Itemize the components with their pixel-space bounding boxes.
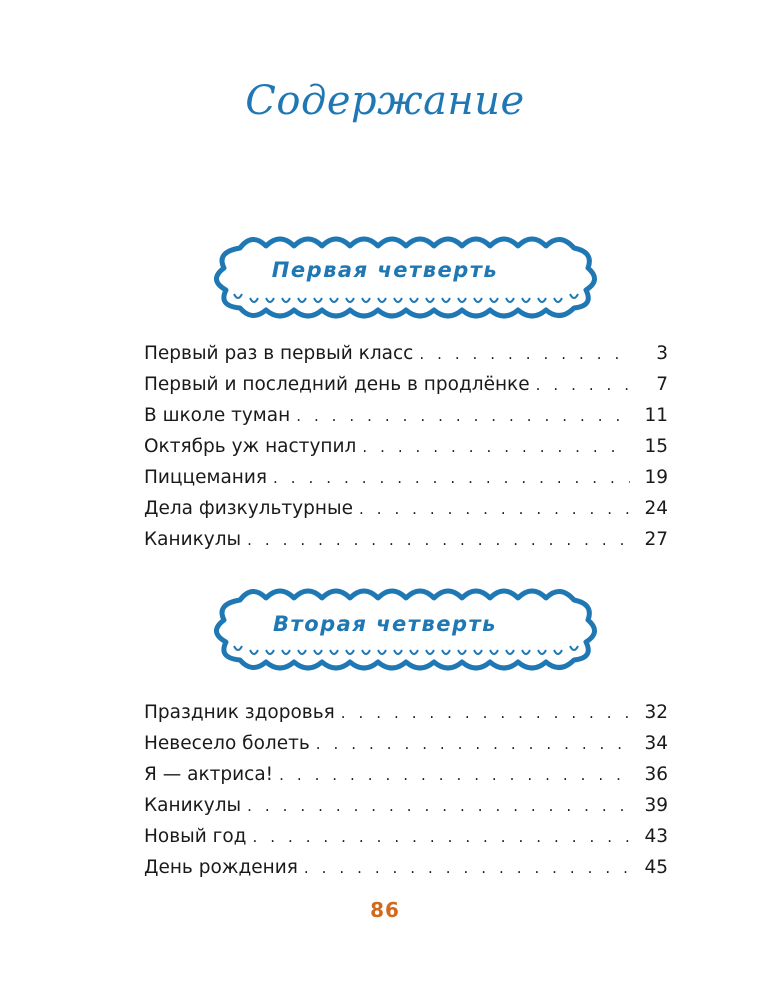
toc-entry-title: Первый и последний день в продлёнке bbox=[144, 374, 530, 395]
toc-entry[interactable] bbox=[144, 462, 668, 493]
toc-entry[interactable] bbox=[144, 338, 668, 369]
section-heading: Вторая четверть bbox=[273, 612, 497, 636]
page-number: 86 bbox=[370, 898, 400, 922]
toc-list bbox=[144, 697, 668, 883]
toc-entry-title: Октябрь уж наступил bbox=[144, 436, 357, 457]
toc-entry[interactable] bbox=[144, 821, 668, 852]
toc-entry-title: Я — актриса! bbox=[144, 764, 274, 785]
section-heading-cloud bbox=[0, 580, 770, 680]
toc-entry-title: Праздник здоровья bbox=[144, 702, 335, 723]
toc-entry[interactable] bbox=[144, 524, 668, 555]
toc-entry[interactable] bbox=[144, 431, 668, 462]
toc-entry-page: 11 bbox=[644, 405, 668, 426]
toc-entry-page: 34 bbox=[644, 733, 668, 754]
toc-entry-page: 45 bbox=[644, 857, 668, 878]
leader-dots bbox=[279, 760, 630, 791]
toc-entry-page: 19 bbox=[644, 467, 668, 488]
leader-dots bbox=[419, 339, 630, 370]
leader-dots bbox=[362, 432, 630, 463]
section-heading: Первая четверть bbox=[271, 258, 499, 282]
leader-dots bbox=[341, 698, 630, 729]
toc-entry-title: Пиццемания bbox=[144, 467, 268, 488]
toc-entry-page: 32 bbox=[644, 702, 668, 723]
page-title: Содержание bbox=[245, 78, 525, 124]
toc-entry-title: Первый раз в первый класс bbox=[144, 343, 414, 364]
toc-entry[interactable] bbox=[144, 697, 668, 728]
toc-entry-title: Новый год bbox=[144, 826, 247, 847]
toc-entry-title: Дела физкультурные bbox=[144, 498, 353, 519]
leader-dots bbox=[316, 729, 630, 760]
leader-dots bbox=[247, 525, 630, 556]
leader-dots bbox=[247, 791, 630, 822]
toc-entry-title: В школе туман bbox=[144, 405, 291, 426]
toc-entry-page: 39 bbox=[644, 795, 668, 816]
toc-entry[interactable] bbox=[144, 400, 668, 431]
leader-dots bbox=[252, 822, 630, 853]
toc-entry[interactable] bbox=[144, 852, 668, 883]
toc-entry-page: 36 bbox=[644, 764, 668, 785]
toc-entry-page: 43 bbox=[644, 826, 668, 847]
toc-entry[interactable] bbox=[144, 493, 668, 524]
section-heading-cloud bbox=[0, 228, 770, 328]
toc-entry[interactable] bbox=[144, 369, 668, 400]
toc-entry-page: 15 bbox=[644, 436, 668, 457]
toc-entry[interactable] bbox=[144, 728, 668, 759]
leader-dots bbox=[273, 463, 630, 494]
toc-entry-title: Каникулы bbox=[144, 529, 242, 550]
leader-dots bbox=[304, 853, 630, 884]
leader-dots bbox=[359, 494, 630, 525]
toc-entry[interactable] bbox=[144, 790, 668, 821]
leader-dots bbox=[296, 401, 630, 432]
toc-entry-page: 3 bbox=[656, 343, 668, 364]
toc-entry-page: 7 bbox=[656, 374, 668, 395]
toc-entry[interactable] bbox=[144, 759, 668, 790]
toc-entry-page: 27 bbox=[644, 529, 668, 550]
leader-dots bbox=[536, 370, 630, 401]
toc-list bbox=[144, 338, 668, 555]
toc-entry-title: День рождения bbox=[144, 857, 298, 878]
toc-entry-title: Каникулы bbox=[144, 795, 242, 816]
toc-entry-title: Невесело болеть bbox=[144, 733, 310, 754]
toc-entry-page: 24 bbox=[644, 498, 668, 519]
